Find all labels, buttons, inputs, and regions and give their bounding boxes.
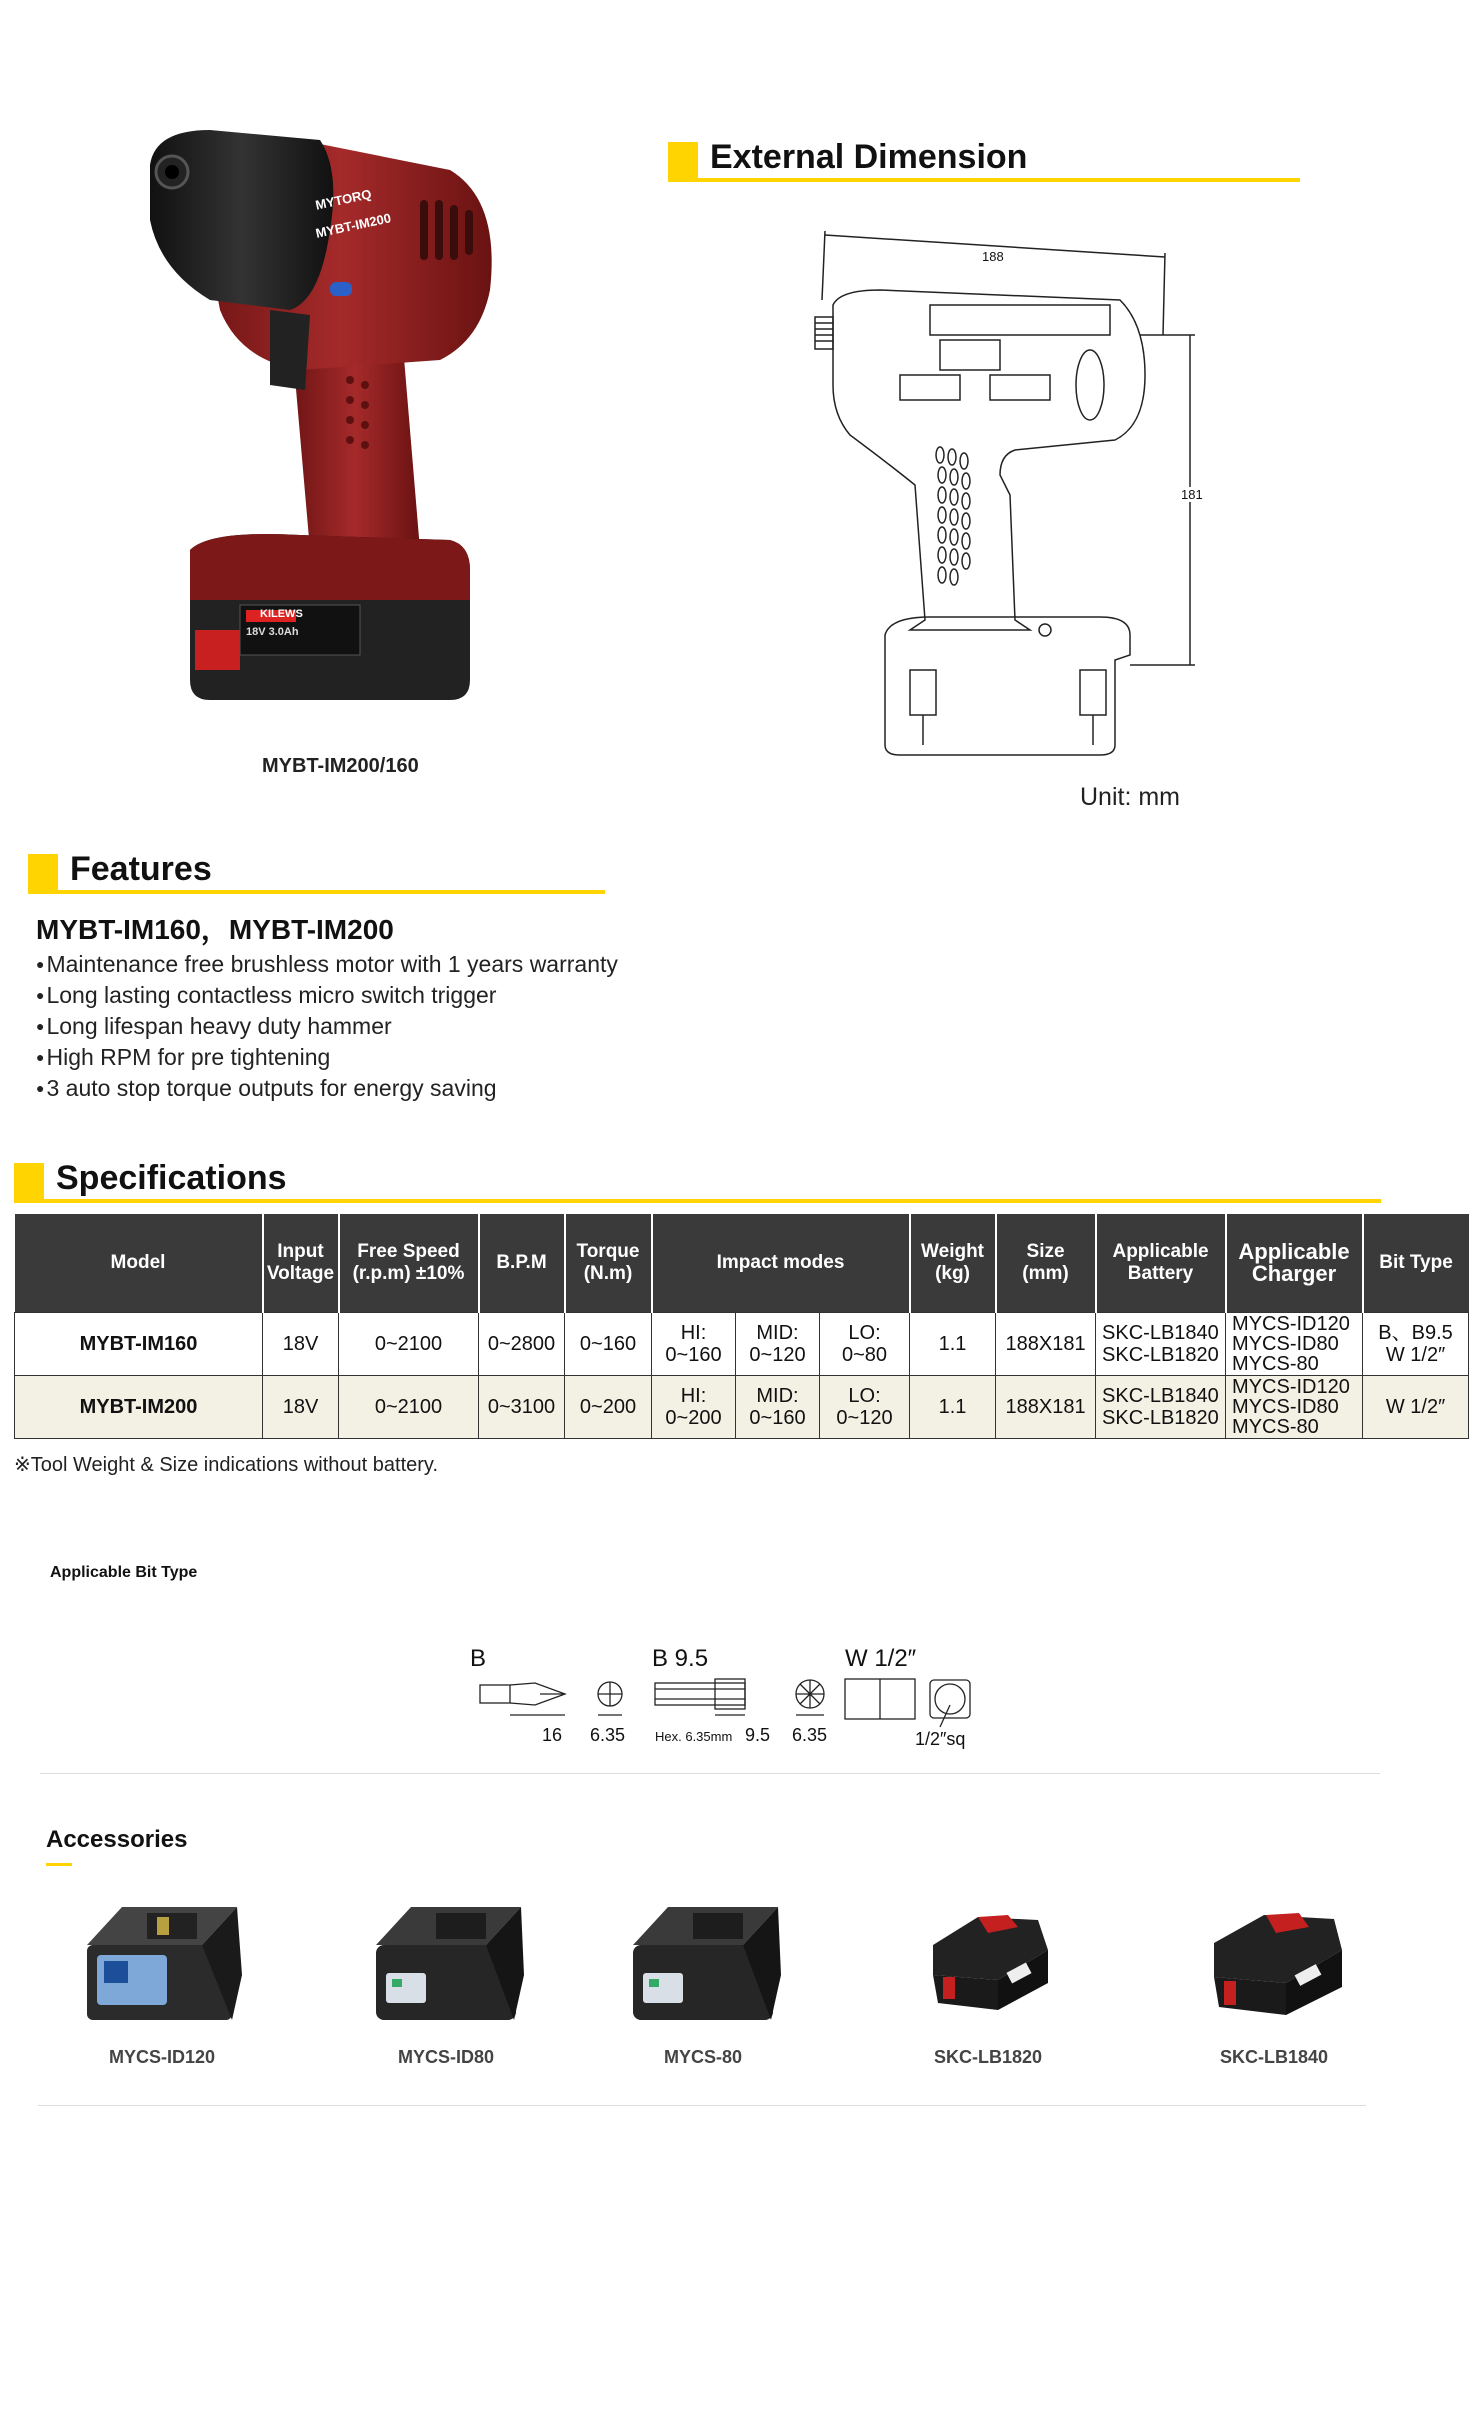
unit-label: Unit: mm xyxy=(1080,783,1180,811)
cell-weight: 1.1 xyxy=(910,1313,996,1376)
cell-bpm: 0~2800 xyxy=(479,1313,565,1376)
feature-item: ● 3 auto stop torque outputs for energy saving xyxy=(36,1073,618,1104)
features-list xyxy=(36,949,618,1104)
product-image xyxy=(150,110,510,720)
heading-accent xyxy=(14,1163,44,1199)
bit-w-sq: 1/2″sq xyxy=(915,1729,966,1749)
features-heading xyxy=(28,850,605,894)
divider xyxy=(38,2105,1366,2106)
heading-underline xyxy=(14,1199,1381,1203)
table-row xyxy=(15,1376,1469,1439)
features-models: MYBT-IM160，MYBT-IM200 xyxy=(36,914,394,945)
cell-voltage: 18V xyxy=(263,1376,339,1439)
cell-mid: MID: 0~160 xyxy=(736,1376,820,1439)
spec-note: ※Tool Weight & Size indications without battery. xyxy=(14,1454,439,1476)
bit-w-label: W 1/2″ xyxy=(845,1645,917,1672)
heading-accent xyxy=(28,854,58,890)
bit-b95-dim1: 9.5 xyxy=(745,1725,771,1745)
col-input-voltage: Input Voltage xyxy=(263,1214,339,1313)
cell-charger: MYCS-ID120 MYCS-ID80 MYCS-80 xyxy=(1226,1376,1363,1439)
cell-size: 188X181 xyxy=(996,1376,1096,1439)
bit-type-drawing xyxy=(470,1645,990,1755)
cell-speed: 0~2100 xyxy=(339,1313,479,1376)
col-torque: Torque (N.m) xyxy=(565,1214,652,1313)
cell-hi: HI: 0~200 xyxy=(652,1376,736,1439)
cell-battery: SKC-LB1840 SKC-LB1820 xyxy=(1096,1313,1226,1376)
cell-weight: 1.1 xyxy=(910,1376,996,1439)
col-impact-modes: Impact modes xyxy=(652,1214,910,1313)
charger-icon xyxy=(603,1895,803,2035)
heading-accent xyxy=(668,142,698,178)
accessory-label: MYCS-80 xyxy=(663,2047,743,2067)
cell-bit: W 1/2″ xyxy=(1363,1376,1469,1439)
divider xyxy=(40,1773,1380,1774)
cell-lo: LO: 0~80 xyxy=(820,1313,910,1376)
table-header-row xyxy=(15,1214,1469,1313)
accessory-label: MYCS-ID120 xyxy=(108,2047,216,2067)
feature-item: ● Long lasting contactless micro switch trigger xyxy=(36,980,618,1011)
col-free-speed: Free Speed (r.p.m) ±10% xyxy=(339,1214,479,1313)
specifications-heading xyxy=(14,1159,1381,1203)
col-battery: Applicable Battery xyxy=(1096,1214,1226,1313)
heading-underline xyxy=(668,178,1300,182)
charger-icon xyxy=(346,1895,546,2035)
cell-model: MYBT-IM200 xyxy=(15,1376,263,1439)
width-dimension-value: 188 xyxy=(982,249,1004,264)
cell-bpm: 0~3100 xyxy=(479,1376,565,1439)
cell-model: MYBT-IM160 xyxy=(15,1313,263,1376)
feature-item: ● Maintenance free brushless motor with 1 years warranty xyxy=(36,949,618,980)
battery-voltage: 18V 3.0Ah xyxy=(246,626,299,638)
charger-lcd-icon xyxy=(62,1895,262,2035)
bit-b-dim1: 16 xyxy=(542,1725,563,1745)
bit-b-label: B xyxy=(470,1645,487,1672)
cell-lo: LO: 0~120 xyxy=(820,1376,910,1439)
external-dimension-heading xyxy=(668,138,1300,182)
features-title: Features xyxy=(70,850,212,888)
accessory-label: SKC-LB1820 xyxy=(933,2047,1043,2067)
height-dimension-value: 181 xyxy=(1181,487,1203,502)
feature-item: ● Long lifespan heavy duty hammer xyxy=(36,1011,618,1042)
feature-item: ● High RPM for pre tightening xyxy=(36,1042,618,1073)
accessory-item[interactable] xyxy=(603,1895,803,2075)
specifications-table xyxy=(14,1214,1469,1439)
battery-icon xyxy=(888,1895,1088,2035)
cell-size: 188X181 xyxy=(996,1313,1096,1376)
dimension-drawing xyxy=(800,225,1220,770)
cell-battery: SKC-LB1840 SKC-LB1820 xyxy=(1096,1376,1226,1439)
col-size: Size (mm) xyxy=(996,1214,1096,1313)
battery-icon xyxy=(1174,1895,1374,2035)
heading-underline xyxy=(28,890,605,894)
battery-brand: KILEWS xyxy=(260,608,303,620)
cell-hi: HI: 0~160 xyxy=(652,1313,736,1376)
accessory-label: MYCS-ID80 xyxy=(397,2047,495,2067)
cell-mid: MID: 0~120 xyxy=(736,1313,820,1376)
accessories-title: Accessories xyxy=(46,1826,188,1853)
bit-b95-hex: Hex. 6.35mm xyxy=(655,1729,733,1744)
cell-bit: B、B9.5 W 1/2″ xyxy=(1363,1313,1469,1376)
col-bpm: B.P.M xyxy=(479,1214,565,1313)
accessory-label: SKC-LB1840 xyxy=(1219,2047,1329,2067)
cell-torque: 0~160 xyxy=(565,1313,652,1376)
accessory-item[interactable] xyxy=(1174,1895,1374,2075)
product-model-print: MYBT-IM200 xyxy=(314,210,393,241)
accessory-item[interactable] xyxy=(888,1895,1088,2075)
specifications-title: Specifications xyxy=(56,1159,287,1197)
accessories-title-underline xyxy=(46,1863,72,1866)
cell-torque: 0~200 xyxy=(565,1376,652,1439)
col-bit-type: Bit Type xyxy=(1363,1214,1469,1313)
bit-b-dim2: 6.35 xyxy=(590,1725,626,1745)
bit-b95-dim2: 6.35 xyxy=(792,1725,828,1745)
cell-speed: 0~2100 xyxy=(339,1376,479,1439)
cell-charger: MYCS-ID120 MYCS-ID80 MYCS-80 xyxy=(1226,1313,1363,1376)
product-caption: MYBT-IM200/160 xyxy=(262,755,419,777)
product-logo: MYTORQ xyxy=(314,186,373,213)
accessory-item[interactable] xyxy=(346,1895,546,2075)
external-dimension-title: External Dimension xyxy=(710,138,1028,176)
col-charger: Applicable Charger xyxy=(1226,1214,1363,1313)
table-row xyxy=(15,1313,1469,1376)
bit-b95-label: B 9.5 xyxy=(652,1645,709,1672)
col-weight: Weight (kg) xyxy=(910,1214,996,1313)
accessory-item[interactable] xyxy=(62,1895,262,2075)
col-model: Model xyxy=(15,1214,263,1313)
cell-voltage: 18V xyxy=(263,1313,339,1376)
bit-type-title: Applicable Bit Type xyxy=(50,1564,198,1581)
